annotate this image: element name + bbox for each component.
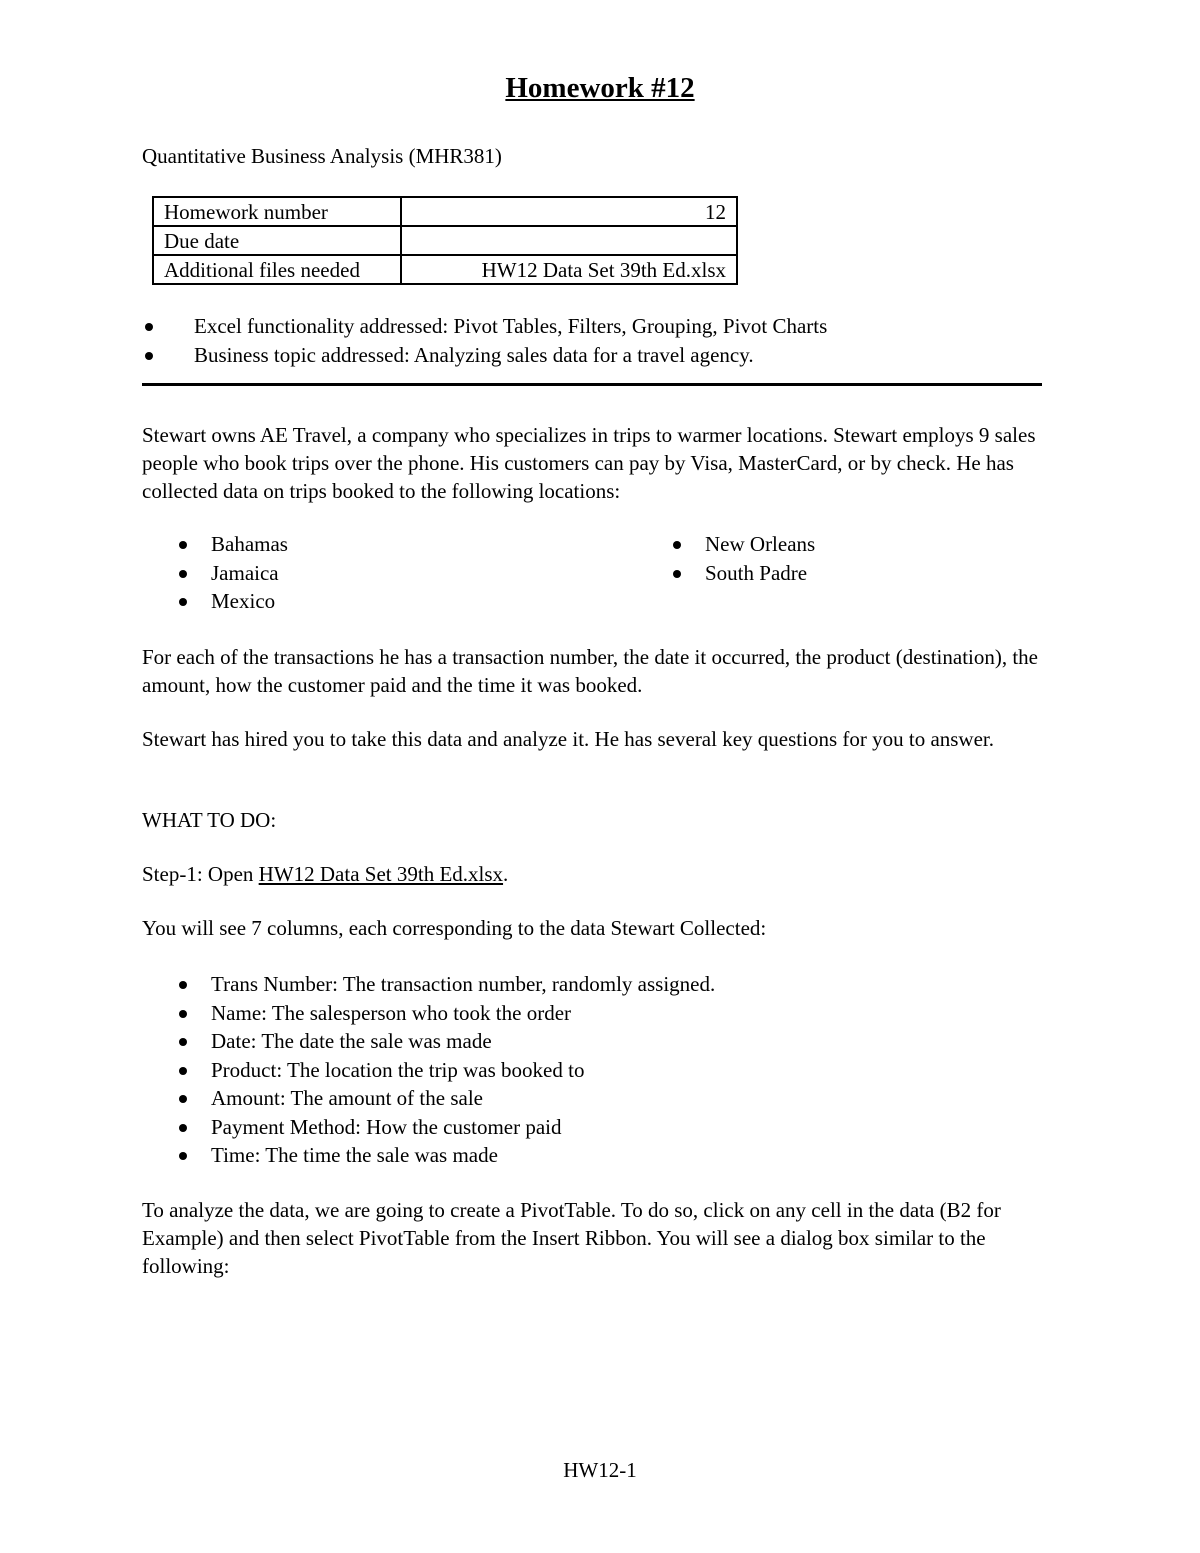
list-item: Excel functionality addressed: Pivot Tables, Filters, Grouping, Pivot Charts <box>142 312 827 341</box>
list-item: Trans Number: The transaction number, randomly assigned. <box>176 970 715 999</box>
list-item: Business topic addressed: Analyzing sales data for a travel agency. <box>142 341 827 370</box>
summary-bullet-list <box>142 312 827 369</box>
hired-paragraph: Stewart has hired you to take this data and analyze it. He has several key questions for you to answer. <box>142 727 995 751</box>
table-cell-label: Homework number <box>153 197 401 226</box>
list-item: Product: The location the trip was booked to <box>176 1056 715 1085</box>
table-cell-value: 12 <box>401 197 737 226</box>
table-cell-value <box>401 226 737 255</box>
locations-list-right <box>670 530 815 587</box>
homework-info-table <box>152 196 738 285</box>
table-row <box>153 255 737 284</box>
intro-paragraph: Stewart owns AE Travel, a company who specializes in trips to warmer locations. Stewart employs 9 sales people who book trips over the phone. His customers can pay by Visa, MasterCard, or by check. He has collected data on trips booked to the following locations: <box>142 423 1036 503</box>
step-1-suffix: . <box>503 862 509 886</box>
list-item: Amount: The amount of the sale <box>176 1084 715 1113</box>
list-item: Mexico <box>176 587 288 616</box>
page-footer: HW12-1 <box>563 1458 637 1482</box>
data-file-name: HW12 Data Set 39th Ed.xlsx <box>258 862 504 886</box>
course-name: Quantitative Business Analysis (MHR381) <box>142 144 502 168</box>
pivot-paragraph: To analyze the data, we are going to create a PivotTable. To do so, click on any cell in the data (B2 for Example) and then select PivotTable from the Insert Ribbon. You will see a dialog box similar to the following: <box>142 1198 1001 1278</box>
list-item: Payment Method: How the customer paid <box>176 1113 715 1142</box>
columns-list <box>176 970 715 1170</box>
list-item: Name: The salesperson who took the order <box>176 999 715 1028</box>
list-item: New Orleans <box>670 530 815 559</box>
page-title: Homework #12 <box>505 72 695 104</box>
locations-list-left <box>176 530 288 616</box>
columns-intro: You will see 7 columns, each corresponding to the data Stewart Collected: <box>142 916 767 940</box>
list-item: Time: The time the sale was made <box>176 1141 715 1170</box>
list-item: South Padre <box>670 559 815 588</box>
horizontal-divider <box>142 383 1042 386</box>
list-item: Date: The date the sale was made <box>176 1027 715 1056</box>
table-row <box>153 197 737 226</box>
step-1-prefix: Step-1: Open <box>142 862 259 886</box>
table-row <box>153 226 737 255</box>
step-1-line <box>142 860 1052 888</box>
what-to-do-heading: WHAT TO DO: <box>142 808 277 832</box>
transactions-paragraph: For each of the transactions he has a transaction number, the date it occurred, the product (destination), the amount, how the customer paid and the time it was booked. <box>142 645 1039 697</box>
table-cell-label: Additional files needed <box>153 255 401 284</box>
list-item: Jamaica <box>176 559 288 588</box>
list-item: Bahamas <box>176 530 288 559</box>
table-cell-label: Due date <box>153 226 401 255</box>
table-cell-value: HW12 Data Set 39th Ed.xlsx <box>401 255 737 284</box>
